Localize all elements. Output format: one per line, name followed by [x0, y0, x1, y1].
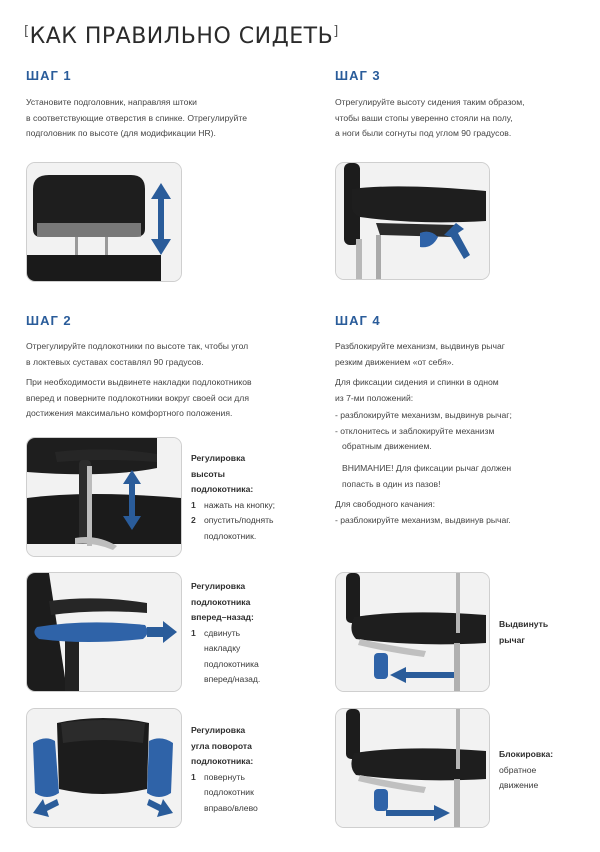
- title-bracket-open: [: [24, 24, 30, 39]
- step1-text: [26, 95, 296, 142]
- cap-item-text: вперед/назад.: [204, 674, 261, 684]
- cap-item-text: повернуть: [204, 771, 245, 782]
- step3-heading: ШАГ 3: [335, 68, 381, 83]
- step4-line: из 7-ми положений:: [335, 392, 414, 403]
- cap-text-line: обратное: [499, 764, 537, 775]
- cap-title-line: Регулировка: [191, 725, 246, 735]
- lever-lock-caption: [499, 747, 589, 794]
- step4-warning: [342, 461, 592, 492]
- step2-heading: ШАГ 2: [26, 313, 72, 328]
- step4-line: Для свободного качания:: [335, 499, 435, 509]
- step4-para1: [335, 339, 590, 370]
- step4-list-item: - отклонитесь и заблокируйте механизм: [335, 425, 495, 436]
- step4-para2: [335, 375, 590, 406]
- cap-title-line: Регулировка: [191, 453, 246, 463]
- armrest-height-illustration: [26, 437, 182, 557]
- cap-item-num: 1: [191, 771, 196, 782]
- armrest-height-caption: [191, 451, 301, 544]
- step1-line: Установите подголовник, направляя штоки: [26, 97, 197, 107]
- cap-text-line: движение: [499, 780, 539, 790]
- cap-item-text: нажать на кнопку;: [204, 499, 276, 510]
- step3-line: а ноги были согнуты под углом 90 градусов.: [335, 128, 512, 138]
- cap-title-line: подлокотника:: [191, 484, 254, 494]
- lever-extend-caption: [499, 617, 589, 648]
- cap-title-line: Блокировка:: [499, 749, 554, 759]
- step4-line: Разблокируйте механизм, выдвинув рычаг: [335, 341, 505, 351]
- step3-line: чтобы ваши стопы уверенно стояли на полу,: [335, 112, 513, 123]
- cap-item-num: 1: [191, 627, 196, 638]
- cap-title-line: рычаг: [499, 634, 525, 645]
- step4-list-item: - разблокируйте механизм, выдвинув рычаг.: [335, 514, 511, 525]
- step3-text: [335, 95, 590, 142]
- cap-title-line: высоты: [191, 468, 225, 479]
- step4-warning-line: попасть в один из пазов!: [342, 478, 441, 489]
- cap-item-text: вправо/влево: [204, 802, 258, 813]
- lever-lock-illustration: [335, 708, 490, 828]
- cap-title-line: подлокотника: [191, 596, 251, 607]
- cap-item-text: подлокотник.: [204, 530, 257, 541]
- step4-list-item: - разблокируйте механизм, выдвинув рычаг;: [335, 410, 512, 420]
- step4-para3: [335, 497, 590, 528]
- armrest-forward-illustration: [26, 572, 182, 692]
- armrest-forward-caption: [191, 579, 301, 688]
- step2-line: в локтевых суставах составлял 90 градусов.: [26, 356, 204, 367]
- step2-line: При необходимости выдвинете накладки подлокотников: [26, 377, 252, 387]
- headrest-illustration: [26, 162, 182, 282]
- armrest-rotate-caption: [191, 723, 301, 816]
- step4-list-item: обратным движением.: [342, 441, 432, 451]
- step2-line: достижения максимально комфортного положения.: [26, 408, 233, 418]
- cap-title-line: Выдвинуть: [499, 619, 549, 629]
- cap-item-text: подлокотник: [204, 787, 254, 797]
- step4-heading: ШАГ 4: [335, 313, 381, 328]
- step2-line: Отрегулируйте подлокотники по высоте так, чтобы угол: [26, 341, 249, 351]
- armrest-rotate-illustration: [26, 708, 182, 828]
- step4-warning-line: ВНИМАНИЕ! Для фиксации рычаг должен: [342, 463, 512, 473]
- title-bracket-close: ]: [333, 24, 339, 39]
- seat-height-illustration: [335, 162, 490, 280]
- step1-line: подголовник по высоте (для модификации HR).: [26, 128, 216, 138]
- lever-extend-illustration: [335, 572, 490, 692]
- step4-line: резким движением «от себя».: [335, 356, 454, 367]
- step2-line: вперед и поверните подлокотники вокруг своей оси для: [26, 392, 249, 403]
- step4-list: [335, 408, 590, 455]
- cap-item-num: 1: [191, 499, 196, 510]
- title-text: КАК ПРАВИЛЬНО СИДЕТЬ: [29, 24, 334, 49]
- step1-heading: ШАГ 1: [26, 68, 72, 83]
- cap-item-num: 2: [191, 515, 196, 525]
- step2-para2: [26, 375, 301, 422]
- page-title: [24, 24, 339, 49]
- cap-item-text: накладку: [204, 643, 241, 653]
- cap-item-text: опустить/поднять: [204, 515, 274, 525]
- cap-item-text: сдвинуть: [204, 627, 241, 638]
- cap-item-text: подлокотника: [204, 658, 259, 669]
- step2-para1: [26, 339, 301, 370]
- step4-line: Для фиксации сидения и спинки в одном: [335, 377, 499, 387]
- cap-title-line: Регулировка: [191, 581, 246, 591]
- cap-title-line: вперед–назад:: [191, 612, 254, 622]
- cap-title-line: угла поворота: [191, 740, 252, 751]
- step3-line: Отрегулируйте высоту сидения таким образом,: [335, 97, 525, 107]
- step1-line: в соответствующие отверстия в спинке. Отрегулируйте: [26, 112, 247, 123]
- cap-title-line: подлокотника:: [191, 756, 254, 766]
